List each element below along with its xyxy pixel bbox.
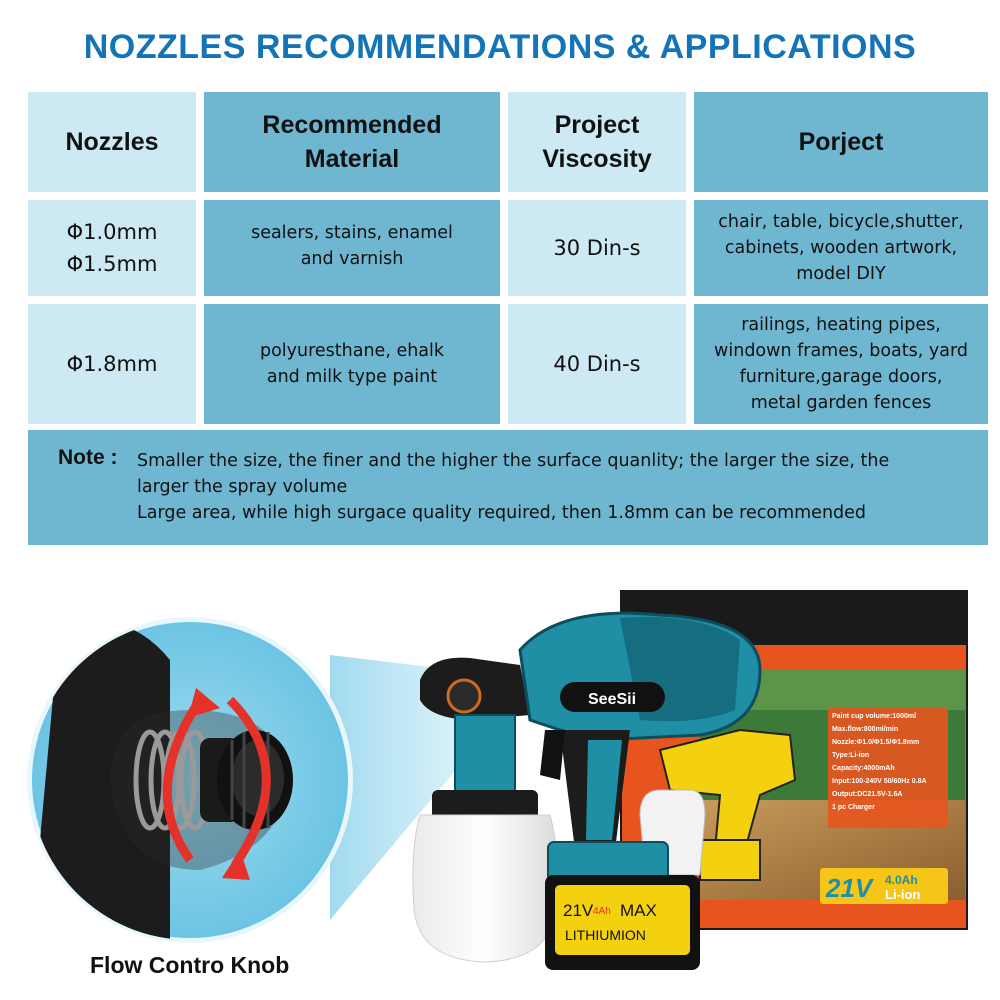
row2-viscosity-text: 40 Din-s <box>553 352 641 376</box>
note-line-3: Large area, while high surgace quality required, then 1.8mm can be recommended <box>137 503 867 523</box>
box-type: Li-ion <box>885 887 921 902</box>
row1-material <box>204 200 500 296</box>
header-nozzles-text: Nozzles <box>65 128 159 156</box>
row2-nozzle-1: Φ1.8mm <box>66 352 158 376</box>
box-spec-4: Type:Li-ion <box>832 752 870 759</box>
header-viscosity-line1: Project <box>554 111 640 139</box>
box-spec-2: Max.flow:800ml/min <box>832 726 899 733</box>
row1-material-line2: and varnish <box>300 249 404 269</box>
row1-nozzle-2: Φ1.5mm <box>66 252 158 276</box>
box-voltage: 21V <box>826 873 873 903</box>
battery-capacity: 4Ah <box>593 906 611 917</box>
row1-nozzle-1: Φ1.0mm <box>66 220 158 244</box>
row2-project-line3: furniture,garage doors, <box>739 367 943 387</box>
box-spec-7: Output:DC21.5V-1.6A <box>832 791 903 798</box>
row1-project-line2: cabinets, wooden artwork, <box>724 238 958 258</box>
row2-nozzles <box>28 304 196 424</box>
row1-project <box>694 200 988 296</box>
row2-material <box>204 304 500 424</box>
note-text <box>137 448 957 526</box>
product-illustration <box>0 550 1000 1000</box>
row2-material-line2: and milk type paint <box>266 367 438 387</box>
zoom-circle <box>27 617 353 950</box>
header-project-text: Porject <box>798 128 884 156</box>
row1-project-line1: chair, table, bicycle,shutter, <box>718 212 964 232</box>
gun-brand: SeeSii <box>588 691 637 708</box>
row2-project-line1: railings, heating pipes, <box>741 315 941 335</box>
header-viscosity-line2: Viscosity <box>542 145 652 173</box>
row2-project-line2: windown frames, boats, yard <box>714 341 968 361</box>
note-line-1: Smaller the size, the finer and the higher the surface quanlity; the larger the size, the <box>137 451 890 471</box>
box-spec-1: Paint cup volume:1000ml <box>832 713 917 720</box>
box-spec-8: 1 pc Charger <box>832 804 875 811</box>
row1-viscosity-text: 30 Din-s <box>553 236 641 260</box>
note-label: Note : <box>58 446 118 469</box>
page-title: NOZZLES RECOMMENDATIONS & APPLICATIONS <box>83 28 917 66</box>
row2-material-line1: polyuresthane, ehalk <box>259 341 445 361</box>
row2-project-line4: metal garden fences <box>750 393 932 413</box>
flow-control-knob-caption: Flow Contro Knob <box>90 952 290 978</box>
note-line-2: larger the spray volume <box>137 477 348 497</box>
box-capacity: 4.0Ah <box>885 873 918 887</box>
row1-project-line3: model DIY <box>796 264 886 284</box>
row1-material-line1: sealers, stains, enamel <box>251 223 453 243</box>
battery-max: MAX <box>620 901 657 920</box>
battery-type: LITHIUMION <box>565 927 646 943</box>
header-material-line2: Material <box>304 145 400 173</box>
note-box <box>28 430 988 545</box>
header-material-line1: Recommended <box>262 111 442 139</box>
header-project <box>694 92 988 192</box>
row2-project <box>694 304 988 424</box>
header-nozzles <box>28 92 196 192</box>
box-spec-3: Nozzle:Φ1.0/Φ1.5/Φ1.8mm <box>832 739 920 746</box>
row1-viscosity <box>508 200 686 296</box>
battery-voltage: 21V <box>563 901 594 920</box>
row2-viscosity <box>508 304 686 424</box>
header-recommended-material <box>204 92 500 192</box>
box-spec-6: Input:100-240V 50/60Hz 0.8A <box>832 778 927 785</box>
box-spec-5: Capacity:4000mAh <box>832 765 895 772</box>
header-project-viscosity <box>508 92 686 192</box>
row1-nozzles <box>28 200 196 296</box>
